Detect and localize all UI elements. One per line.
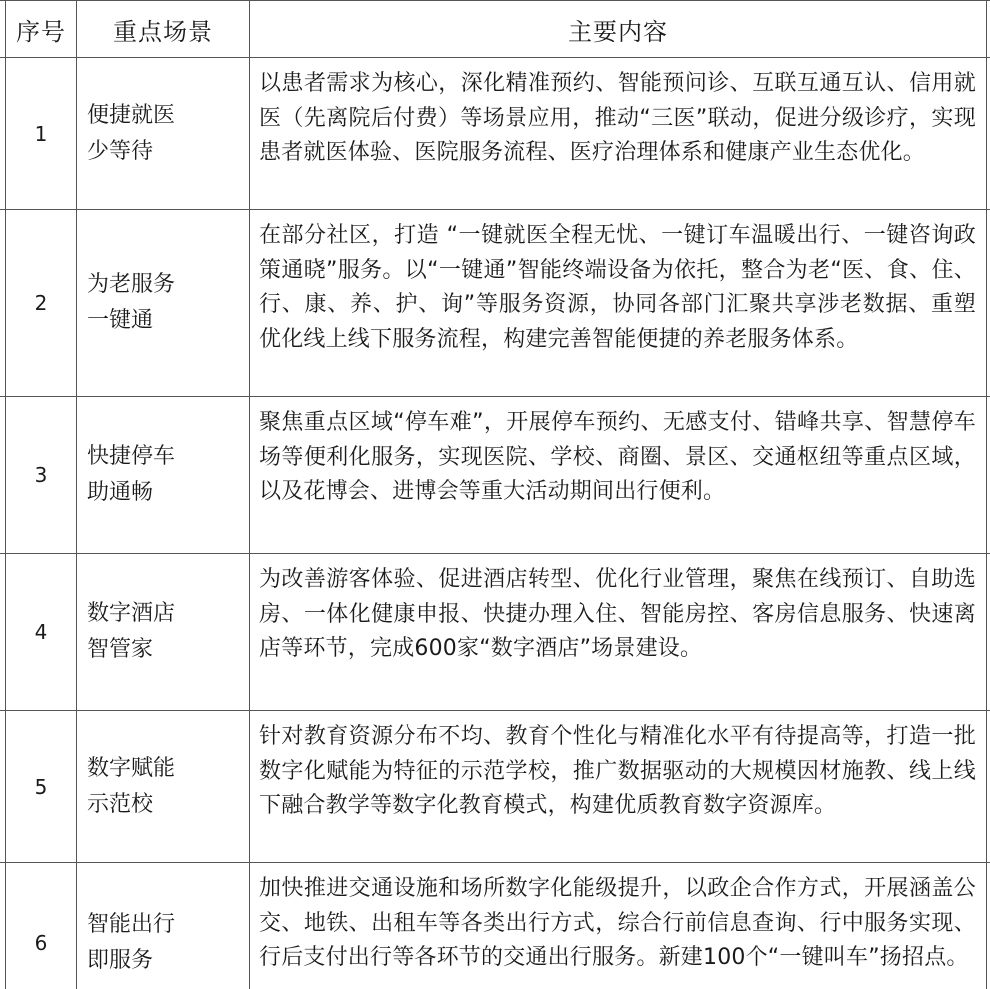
row-index: 3 xyxy=(34,463,48,487)
row-index: 4 xyxy=(34,620,48,644)
header-index: 序号 xyxy=(16,17,66,46)
row-index: 2 xyxy=(34,291,48,315)
row-index: 1 xyxy=(34,121,48,146)
row-content: 以患者需求为核心，深化精准预约、智能预问诊、互联互通互认、信用就医（先离院后付费）等场景应用，推动“三医”联动，促进分级诊疗，实现患者就医体验、医院服务流程、医疗治理体系和健康产业生态优化。 xyxy=(259,71,976,165)
row-content: 针对教育资源分布不均、教育个性化与精准化水平有待提高等，打造一批数字化赋能为特征的示范学校，推广数据驱动的大规模因材施教、线上线下融合教学等数字化教育模式，构建优质教育数字资源库。 xyxy=(259,724,976,818)
row-index: 5 xyxy=(34,774,48,799)
table-border-right xyxy=(986,0,987,989)
row-content: 聚焦重点区域“停车难”，开展停车预约、无感支付、错峰共享、智慧停车场等便利化服务，实现医院、学校、商圈、景区、交通枢纽等重点区域，以及花博会、进博会等重大活动期间出行便利。 xyxy=(259,410,976,504)
header-content: 主要内容 xyxy=(568,17,668,46)
row-scene: 为老服务 一键通 xyxy=(87,272,176,333)
row-content: 在部分社区，打造 “一键就医全程无忧、一键订车温暖出行、一键咨询政策通晓”服务。以“一键通”智能终端设备为依托，整合为老“医、食、住、行、康、养、护、询”等服务资源，协同各部门汇聚共享涉老数据、重塑优化线上线下服务流程，构建完善智能便捷的养老服务体系。 xyxy=(259,223,976,352)
row-scene: 智能出行 即服务 xyxy=(87,912,176,973)
header-scene: 重点场景 xyxy=(113,17,213,46)
row-scene: 快捷停车 助通畅 xyxy=(87,444,176,505)
row-content: 为改善游客体验、促进酒店转型、优化行业管理，聚焦在线预订、自助选房、一体化健康申报、快捷办理入住、智能房控、客房信息服务、快速离店等环节，完成600家“数字酒店”场景建设。 xyxy=(259,567,976,661)
row-scene: 数字酒店 智管家 xyxy=(87,601,176,662)
row-scene: 数字赋能 示范校 xyxy=(87,755,176,817)
row-scene: 便捷就医 少等待 xyxy=(87,102,176,164)
row-content: 加快推进交通设施和场所数字化能级提升，以政企合作方式，开展涵盖公交、地铁、出租车等各类出行方式，综合行前信息查询、行中服务实现、行后支付出行等各环节的交通出行服务。新建100个“一键叫车”扬招点。 xyxy=(259,876,976,970)
row-index: 6 xyxy=(34,931,48,955)
